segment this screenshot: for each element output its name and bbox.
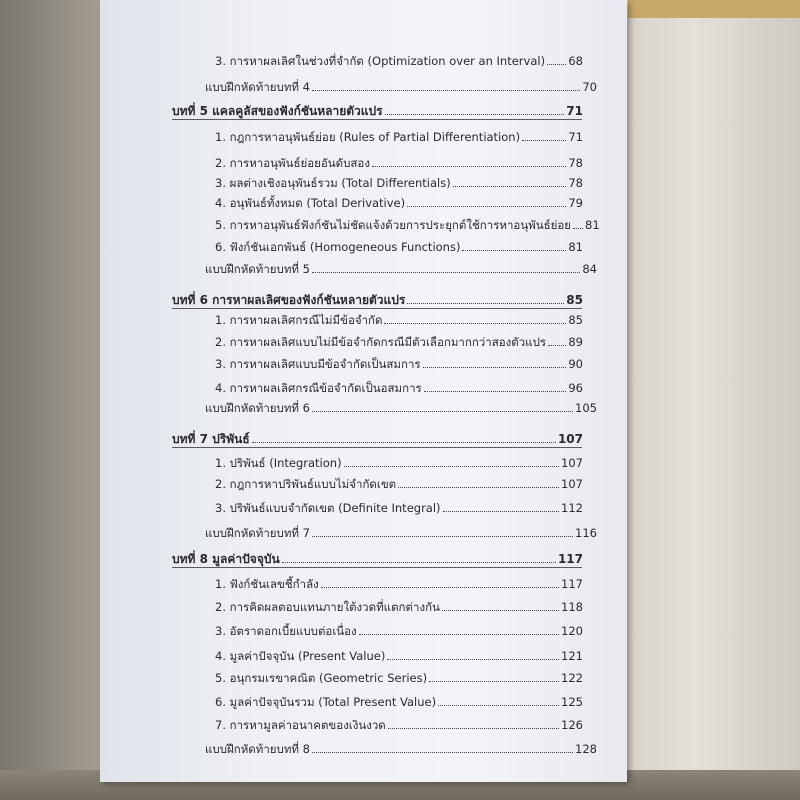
- page-number: 125: [561, 695, 583, 709]
- page-number: 107: [561, 477, 583, 491]
- dot-leader: [388, 728, 559, 729]
- exercise-entry: [205, 736, 597, 756]
- dot-leader: [282, 562, 556, 563]
- dot-leader: [385, 114, 565, 115]
- dot-leader: [387, 659, 559, 660]
- page-number: 126: [561, 718, 583, 732]
- exercise-entry: [205, 256, 597, 276]
- chapter-heading: [172, 287, 583, 307]
- page-number: 96: [568, 381, 583, 395]
- chapter-heading: [172, 426, 583, 446]
- dot-leader: [372, 166, 566, 167]
- chapter-heading: [172, 546, 583, 566]
- toc-entry: [215, 212, 600, 232]
- dot-leader: [321, 587, 559, 588]
- entry-title: บทที่ 6 การหาผลเลิศของฟังก์ชันหลายตัวแปร: [172, 293, 406, 307]
- page-number: 117: [561, 577, 583, 591]
- dot-leader: [312, 536, 573, 537]
- toc-entry: [215, 234, 583, 254]
- entry-title: 2. กฎการหาปริพันธ์แบบไม่จำกัดเขต: [215, 477, 397, 491]
- page-number: 107: [557, 432, 583, 446]
- dot-leader: [384, 323, 566, 324]
- chapter-heading: [172, 98, 583, 118]
- dot-leader: [312, 272, 580, 273]
- entry-title: 3. ผลต่างเชิงอนุพันธ์รวม (Total Differentials): [215, 176, 451, 190]
- page-number: 120: [561, 624, 583, 638]
- page-number: 90: [568, 357, 583, 371]
- background-right: [625, 0, 800, 800]
- dot-leader: [252, 442, 556, 443]
- chapter-underline: [172, 308, 582, 309]
- entry-title: 2. การหาอนุพันธ์ย่อยอันดับสอง: [215, 156, 370, 170]
- entry-title: 6. ฟังก์ชันเอกพันธ์ (Homogeneous Functions): [215, 240, 461, 254]
- toc-entry: [215, 351, 583, 371]
- dot-leader: [407, 303, 564, 304]
- entry-title: 6. มูลค่าปัจจุบันรวม (Total Present Value): [215, 695, 437, 709]
- entry-title: 1. ฟังก์ชันเลขชี้กำลัง: [215, 577, 319, 591]
- toc-entry: [215, 124, 583, 144]
- toc-entry: [215, 495, 583, 515]
- background-right-top: [628, 0, 800, 18]
- dot-leader: [443, 511, 560, 512]
- entry-title: 4. มูลค่าปัจจุบัน (Present Value): [215, 649, 386, 663]
- page-number: 118: [561, 600, 583, 614]
- page-number: 84: [582, 262, 597, 276]
- dot-leader: [359, 634, 559, 635]
- toc-entry: [215, 307, 583, 327]
- page-number: 89: [568, 335, 583, 349]
- entry-title: 2. การคิดผลตอบแทนภายใต้งวดที่แตกต่างกัน: [215, 600, 440, 614]
- entry-title: 1. ปริพันธ์ (Integration): [215, 456, 342, 470]
- toc-entry: [215, 190, 583, 210]
- toc-entry: [215, 665, 583, 685]
- toc-entry: [215, 48, 583, 68]
- toc-entry: [215, 618, 583, 638]
- toc-entry: [215, 594, 583, 614]
- entry-title: 5. อนุกรมเรขาคณิต (Geometric Series): [215, 671, 428, 685]
- entry-title: 3. การหาผลเลิศแบบมีข้อจำกัดเป็นสมการ: [215, 357, 421, 371]
- dot-leader: [312, 90, 580, 91]
- page-number: 81: [585, 218, 600, 232]
- page-number: 78: [568, 176, 583, 190]
- table-of-contents: [100, 0, 627, 782]
- entry-title: แบบฝึกหัดท้ายบทที่ 4: [205, 80, 310, 94]
- dot-leader: [344, 466, 559, 467]
- entry-title: 4. การหาผลเลิศกรณีข้อจำกัดเป็นอสมการ: [215, 381, 422, 395]
- toc-entry: [215, 712, 583, 732]
- entry-title: 7. การหามูลค่าอนาคตของเงินงวด: [215, 718, 386, 732]
- dot-leader: [424, 391, 567, 392]
- dot-leader: [453, 186, 567, 187]
- dot-leader: [573, 228, 583, 229]
- entry-title: 2. การหาผลเลิศแบบไม่มีข้อจำกัดกรณีมีตัวเลือกมากกว่าสองตัวแปร: [215, 335, 547, 349]
- dot-leader: [407, 206, 566, 207]
- chapter-underline: [172, 447, 582, 448]
- page-number: 79: [568, 196, 583, 210]
- entry-title: 5. การหาอนุพันธ์ฟังก์ชันไม่ชัดแจ้งด้วยการประยุกต์ใช้การหาอนุพันธ์ย่อย: [215, 218, 572, 232]
- entry-title: บทที่ 7 ปริพันธ์: [172, 432, 250, 446]
- page-number: 71: [566, 104, 583, 118]
- entry-title: แบบฝึกหัดท้ายบทที่ 8: [205, 742, 310, 756]
- entry-title: 3. ปริพันธ์แบบจำกัดเขต (Definite Integral): [215, 501, 441, 515]
- page-number: 122: [561, 671, 583, 685]
- toc-entry: [215, 450, 583, 470]
- toc-entry: [215, 471, 583, 491]
- entry-title: แบบฝึกหัดท้ายบทที่ 7: [205, 526, 310, 540]
- entry-title: 1. การหาผลเลิศกรณีไม่มีข้อจำกัด: [215, 313, 383, 327]
- dot-leader: [423, 367, 567, 368]
- entry-title: แบบฝึกหัดท้ายบทที่ 6: [205, 401, 310, 415]
- page-number: 107: [561, 456, 583, 470]
- chapter-underline: [172, 567, 582, 568]
- dot-leader: [442, 610, 559, 611]
- exercise-entry: [205, 520, 597, 540]
- page-number: 128: [575, 742, 597, 756]
- chapter-underline: [172, 119, 582, 120]
- exercise-entry: [205, 74, 597, 94]
- toc-entry: [215, 150, 583, 170]
- entry-title: 3. อัตราดอกเบี้ยแบบต่อเนื่อง: [215, 624, 357, 638]
- toc-entry: [215, 170, 583, 190]
- dot-leader: [522, 140, 566, 141]
- page-number: 112: [561, 501, 583, 515]
- entry-title: บทที่ 5 แคลคูลัสของฟังก์ชันหลายตัวแปร: [172, 104, 383, 118]
- entry-title: 4. อนุพันธ์ทั้งหมด (Total Derivative): [215, 196, 406, 210]
- toc-entry: [215, 689, 583, 709]
- dot-leader: [462, 250, 566, 251]
- page-number: 117: [557, 552, 583, 566]
- book-page: [100, 0, 627, 782]
- entry-title: 1. กฎการหาอนุพันธ์ย่อย (Rules of Partial Differentiation): [215, 130, 521, 144]
- page-number: 78: [568, 156, 583, 170]
- exercise-entry: [205, 395, 597, 415]
- dot-leader: [398, 487, 559, 488]
- dot-leader: [438, 705, 559, 706]
- page-number: 81: [568, 240, 583, 254]
- dot-leader: [548, 345, 566, 346]
- dot-leader: [547, 64, 566, 65]
- toc-entry: [215, 571, 583, 591]
- entry-title: แบบฝึกหัดท้ายบทที่ 5: [205, 262, 310, 276]
- toc-entry: [215, 643, 583, 663]
- page-number: 85: [566, 293, 583, 307]
- entry-title: 3. การหาผลเลิศในช่วงที่จำกัด (Optimization over an Interval): [215, 54, 546, 68]
- dot-leader: [312, 752, 573, 753]
- dot-leader: [312, 411, 573, 412]
- page-number: 116: [575, 526, 597, 540]
- dot-leader: [429, 681, 559, 682]
- page-number: 121: [561, 649, 583, 663]
- entry-title: บทที่ 8 มูลค่าปัจจุบัน: [172, 552, 280, 566]
- page-number: 71: [568, 130, 583, 144]
- toc-entry: [215, 329, 583, 349]
- page-number: 68: [568, 54, 583, 68]
- page-number: 85: [568, 313, 583, 327]
- page-number: 70: [582, 80, 597, 94]
- background-left: [0, 0, 100, 800]
- toc-entry: [215, 375, 583, 395]
- page-number: 105: [575, 401, 597, 415]
